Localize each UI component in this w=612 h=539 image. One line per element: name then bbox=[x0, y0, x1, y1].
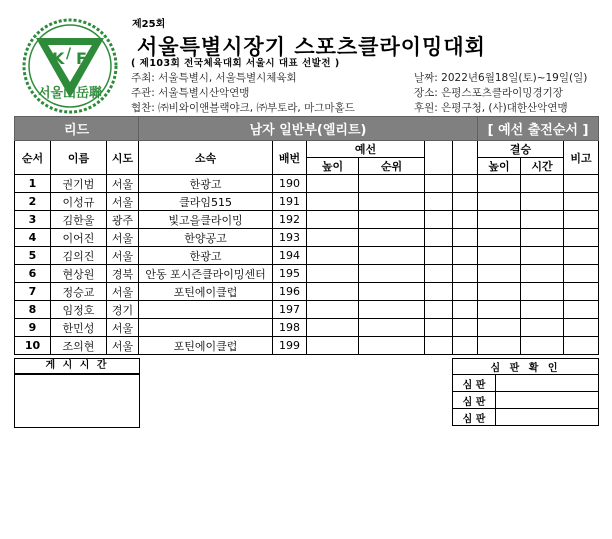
cell-name: 조의현 bbox=[51, 337, 107, 355]
table-row bbox=[15, 247, 599, 265]
doc-type-label: [ 예선 출전순서 ] bbox=[478, 117, 599, 141]
cell-city: 경북 bbox=[107, 265, 139, 283]
athlete-rows bbox=[15, 175, 599, 355]
cell-final-time bbox=[521, 319, 564, 337]
cell-name: 이성규 bbox=[51, 193, 107, 211]
judge-signature-cell bbox=[496, 375, 599, 392]
table-row bbox=[15, 319, 599, 337]
cell-remark bbox=[564, 193, 599, 211]
cell-remark bbox=[564, 319, 599, 337]
col-city: 시도 bbox=[107, 141, 139, 175]
cell-order: 4 bbox=[15, 229, 51, 247]
cell-qual-height bbox=[307, 175, 359, 193]
cell-blank-1 bbox=[425, 175, 453, 193]
date-text: 날짜: 2022년6월18일(토)~19일(일) bbox=[414, 72, 588, 84]
cell-team bbox=[139, 301, 273, 319]
col-name: 이름 bbox=[51, 141, 107, 175]
cell-blank-2 bbox=[453, 319, 478, 337]
cell-bib: 195 bbox=[273, 265, 307, 283]
cell-bib: 196 bbox=[273, 283, 307, 301]
cell-remark bbox=[564, 211, 599, 229]
cell-order: 8 bbox=[15, 301, 51, 319]
cell-name: 김한울 bbox=[51, 211, 107, 229]
cell-city: 서울 bbox=[107, 247, 139, 265]
col-bib: 배번 bbox=[273, 141, 307, 175]
cell-final-time bbox=[521, 265, 564, 283]
cell-final-time bbox=[521, 301, 564, 319]
venue-text: 장소: 은평스포츠클라이밍경기장 bbox=[414, 87, 563, 99]
cell-name: 이어진 bbox=[51, 229, 107, 247]
cell-bib: 193 bbox=[273, 229, 307, 247]
col-blank-1 bbox=[425, 141, 453, 175]
posting-time-box bbox=[14, 374, 140, 428]
cell-blank-1 bbox=[425, 229, 453, 247]
cell-qual-height bbox=[307, 301, 359, 319]
logo-letter-f: F bbox=[76, 49, 87, 68]
logo-text: 서울山岳聯 bbox=[37, 86, 103, 101]
cell-qual-rank bbox=[359, 247, 425, 265]
cell-final-time bbox=[521, 283, 564, 301]
category-label: 남자 일반부(엘리트) bbox=[139, 117, 478, 141]
cell-qual-height bbox=[307, 337, 359, 355]
cell-blank-1 bbox=[425, 337, 453, 355]
table-row bbox=[15, 265, 599, 283]
cell-qual-height bbox=[307, 193, 359, 211]
judge-signature-cell bbox=[496, 392, 599, 409]
judge-label: 심 판 bbox=[453, 392, 496, 409]
table-row bbox=[15, 229, 599, 247]
cell-team: 포틴에이클럽 bbox=[139, 283, 273, 301]
cell-blank-1 bbox=[425, 265, 453, 283]
cell-order: 2 bbox=[15, 193, 51, 211]
col-final-height: 높이 bbox=[478, 158, 521, 175]
cell-final-height bbox=[478, 301, 521, 319]
cell-blank-2 bbox=[453, 193, 478, 211]
cell-bib: 198 bbox=[273, 319, 307, 337]
cell-city: 서울 bbox=[107, 337, 139, 355]
cell-qual-rank bbox=[359, 301, 425, 319]
cell-remark bbox=[564, 283, 599, 301]
cell-team: 한광고 bbox=[139, 175, 273, 193]
page-subtitle: ( 제103회 전국체육대회 서울시 대표 선발전 ) bbox=[131, 58, 340, 69]
cell-blank-2 bbox=[453, 301, 478, 319]
cell-qual-rank bbox=[359, 337, 425, 355]
cell-name: 정승교 bbox=[51, 283, 107, 301]
banner-row bbox=[15, 117, 599, 141]
cell-blank-2 bbox=[453, 175, 478, 193]
col-final-time: 시간 bbox=[521, 158, 564, 175]
cell-city: 서울 bbox=[107, 229, 139, 247]
cell-qual-rank bbox=[359, 193, 425, 211]
cell-blank-2 bbox=[453, 229, 478, 247]
cell-bib: 194 bbox=[273, 247, 307, 265]
cell-bib: 199 bbox=[273, 337, 307, 355]
table-row bbox=[15, 337, 599, 355]
cell-blank-1 bbox=[425, 211, 453, 229]
col-team: 소속 bbox=[139, 141, 273, 175]
col-qual-rank: 순위 bbox=[359, 158, 425, 175]
cell-city: 광주 bbox=[107, 211, 139, 229]
cell-qual-height bbox=[307, 229, 359, 247]
discipline-label: 리드 bbox=[15, 117, 139, 141]
cell-team: 안동 포시즌클라이밍센터 bbox=[139, 265, 273, 283]
table-row bbox=[15, 175, 599, 193]
cell-final-height bbox=[478, 247, 521, 265]
cell-blank-1 bbox=[425, 193, 453, 211]
cell-blank-1 bbox=[425, 283, 453, 301]
cell-qual-height bbox=[307, 283, 359, 301]
cell-order: 5 bbox=[15, 247, 51, 265]
cell-final-height bbox=[478, 337, 521, 355]
cell-blank-1 bbox=[425, 319, 453, 337]
cell-final-time bbox=[521, 175, 564, 193]
support-text: 후원: 은평구청, (사)대한산악연맹 bbox=[414, 102, 568, 114]
cell-name: 현상원 bbox=[51, 265, 107, 283]
cell-qual-rank bbox=[359, 211, 425, 229]
cell-remark bbox=[564, 229, 599, 247]
cell-final-time bbox=[521, 211, 564, 229]
col-order: 순서 bbox=[15, 141, 51, 175]
cell-final-height bbox=[478, 193, 521, 211]
col-qual-height: 높이 bbox=[307, 158, 359, 175]
cell-team: 한양공고 bbox=[139, 229, 273, 247]
cell-final-time bbox=[521, 337, 564, 355]
header-row-1 bbox=[15, 141, 599, 158]
cell-final-height bbox=[478, 283, 521, 301]
cell-blank-2 bbox=[453, 283, 478, 301]
cell-remark bbox=[564, 265, 599, 283]
col-remark: 비고 bbox=[564, 141, 599, 175]
cell-blank-2 bbox=[453, 265, 478, 283]
table-row bbox=[15, 211, 599, 229]
cell-order: 3 bbox=[15, 211, 51, 229]
cell-order: 7 bbox=[15, 283, 51, 301]
cell-name: 권기범 bbox=[51, 175, 107, 193]
cell-blank-1 bbox=[425, 301, 453, 319]
cell-city: 서울 bbox=[107, 283, 139, 301]
svg-text:/: / bbox=[66, 46, 72, 62]
col-blank-2 bbox=[453, 141, 478, 175]
cell-qual-height bbox=[307, 265, 359, 283]
cell-final-time bbox=[521, 193, 564, 211]
cell-qual-rank bbox=[359, 229, 425, 247]
judge-confirmation-table bbox=[452, 358, 599, 426]
cell-bib: 190 bbox=[273, 175, 307, 193]
cell-final-time bbox=[521, 229, 564, 247]
judge-signature-cell bbox=[496, 409, 599, 426]
cell-qual-rank bbox=[359, 319, 425, 337]
logo-letter-k: K bbox=[52, 49, 65, 68]
cell-city: 서울 bbox=[107, 319, 139, 337]
cell-qual-height bbox=[307, 247, 359, 265]
cell-qual-height bbox=[307, 211, 359, 229]
page-title: 서울특별시장기 스포츠클라이밍대회 bbox=[137, 35, 486, 59]
cell-blank-1 bbox=[425, 247, 453, 265]
cell-bib: 192 bbox=[273, 211, 307, 229]
cell-final-height bbox=[478, 211, 521, 229]
cell-order: 10 bbox=[15, 337, 51, 355]
posting-time-label: 게 시 시 간 bbox=[14, 358, 140, 374]
cell-blank-2 bbox=[453, 247, 478, 265]
cell-team: 클라임515 bbox=[139, 193, 273, 211]
cell-remark bbox=[564, 337, 599, 355]
cell-order: 1 bbox=[15, 175, 51, 193]
table-row bbox=[15, 193, 599, 211]
federation-logo bbox=[22, 18, 118, 114]
cell-qual-rank bbox=[359, 283, 425, 301]
cell-blank-2 bbox=[453, 211, 478, 229]
cell-final-height bbox=[478, 265, 521, 283]
cell-remark bbox=[564, 247, 599, 265]
cell-team: 한광고 bbox=[139, 247, 273, 265]
cell-name: 김의진 bbox=[51, 247, 107, 265]
cell-final-height bbox=[478, 229, 521, 247]
table-row bbox=[15, 283, 599, 301]
cell-team: 포틴에이클럽 bbox=[139, 337, 273, 355]
cell-final-time bbox=[521, 247, 564, 265]
judge-confirmation-title: 심 판 확 인 bbox=[453, 359, 599, 375]
cell-bib: 197 bbox=[273, 301, 307, 319]
host-text: 주관: 서울특별시산악연맹 bbox=[131, 87, 250, 99]
cell-city: 경기 bbox=[107, 301, 139, 319]
cell-team: 빛고을클라이밍 bbox=[139, 211, 273, 229]
cell-city: 서울 bbox=[107, 193, 139, 211]
cell-qual-rank bbox=[359, 265, 425, 283]
cell-team bbox=[139, 319, 273, 337]
col-qualification: 예선 bbox=[307, 141, 425, 158]
cell-remark bbox=[564, 301, 599, 319]
cell-qual-rank bbox=[359, 175, 425, 193]
sponsor-text: 협찬: ㈜비와이앤블랙야크, ㈜부토라, 마그마홀드 bbox=[131, 102, 355, 114]
judge-label: 심 판 bbox=[453, 409, 496, 426]
judge-label: 심 판 bbox=[453, 375, 496, 392]
start-order-table bbox=[14, 116, 599, 355]
edition-label: 제25회 bbox=[132, 19, 166, 30]
cell-blank-2 bbox=[453, 337, 478, 355]
cell-name: 임정호 bbox=[51, 301, 107, 319]
cell-order: 9 bbox=[15, 319, 51, 337]
table-row bbox=[15, 301, 599, 319]
col-final: 결승 bbox=[478, 141, 564, 158]
cell-final-height bbox=[478, 175, 521, 193]
cell-name: 한민성 bbox=[51, 319, 107, 337]
cell-order: 6 bbox=[15, 265, 51, 283]
cell-city: 서울 bbox=[107, 175, 139, 193]
cell-qual-height bbox=[307, 319, 359, 337]
cell-remark bbox=[564, 175, 599, 193]
cell-final-height bbox=[478, 319, 521, 337]
organizer-text: 주최: 서울특별시, 서울특별시체육회 bbox=[131, 72, 297, 84]
cell-bib: 191 bbox=[273, 193, 307, 211]
